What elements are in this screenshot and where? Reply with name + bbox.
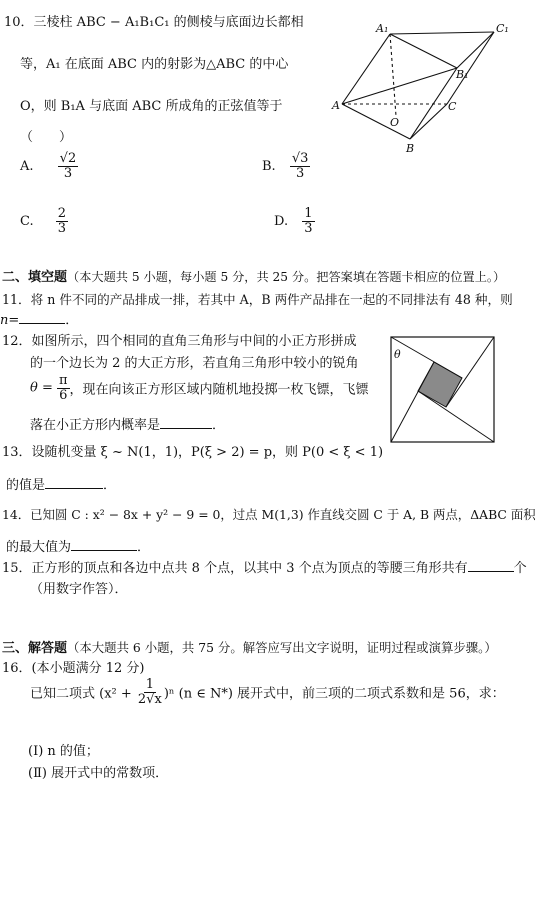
q15-line2: （用数字作答）． — [30, 582, 128, 597]
option-b-numerator: √3 — [291, 151, 309, 166]
option-d-fraction — [302, 207, 314, 235]
label-b: B — [406, 142, 415, 155]
q12-answer-blank[interactable] — [160, 428, 212, 429]
q16-fraction — [136, 678, 164, 706]
q12-line2: 的一个边长为 2 的大正方形，若直角三角形中较小的锐角 — [30, 356, 359, 371]
q16-stem — [30, 678, 505, 706]
q12-line3-rest: ，现在向该正方形区域内随机地投掷一枚飞镖，飞镖 — [69, 382, 369, 398]
triangle-edge-2 — [446, 337, 494, 407]
q10-paren: （ ） — [20, 130, 73, 145]
q15-answer-blank[interactable] — [468, 571, 514, 572]
q14-period: ． — [137, 540, 151, 555]
q12-period: ． — [212, 418, 226, 433]
option-a-denominator: 3 — [63, 165, 73, 181]
label-a: A — [332, 99, 340, 112]
q10-option-a — [20, 152, 78, 180]
q10-line3: O，则 B₁A 与底面 ABC 所成角的正弦值等于 — [20, 99, 283, 114]
q10-line2: 等，A₁ 在底面 ABC 内的射影为△ABC 的中心 — [20, 57, 289, 72]
q11-answer-blank[interactable] — [19, 323, 65, 324]
q16-title: 16．(本小题满分 12 分) — [2, 661, 145, 676]
section-3-description: （本大题共 6 小题，共 75 分。解答应写出文字说明，证明过程或演算步骤。） — [67, 640, 497, 655]
edge-a1-a — [342, 34, 390, 104]
q12-theta-equals: θ = — [30, 380, 53, 396]
q10-line1: 10．三棱柱 ABC − A₁B₁C₁ 的侧棱与底面边长都相 — [4, 15, 304, 30]
section-2-description: （本大题共 5 小题，每小题 5 分，共 25 分。把答案填在答题卡相应的位置上。） — [67, 270, 506, 284]
triangle-edge-3 — [418, 391, 494, 442]
edge-a1-b1 — [390, 34, 457, 68]
option-d-numerator: 1 — [304, 206, 313, 221]
q16-fraction-denominator: 2√x — [137, 691, 162, 707]
edge-b-c — [410, 104, 447, 139]
q12-line4-text: 落在小正方形内概率是 — [30, 418, 161, 433]
edge-c1-c — [447, 32, 494, 104]
option-c-numerator: 2 — [57, 206, 67, 221]
q14-line1: 14．已知圆 C : x² − 8x + y² − 9 = 0，过点 M(1,3) 作直线交圆 C 于 A, B 两点，ΔABC 面积 — [2, 507, 536, 522]
section-3-title: 三、解答题 — [2, 641, 68, 656]
figure-theta-label: θ — [394, 348, 401, 361]
q11-n-equals: n= — [0, 313, 20, 328]
option-b-fraction — [290, 152, 311, 180]
option-a-label: A. — [20, 158, 34, 174]
q16-part1: (Ⅰ) n 的值； — [28, 744, 99, 759]
label-c: C — [448, 100, 457, 113]
q13-line2-text: 的值是 — [6, 478, 46, 493]
edge-a-b — [342, 104, 410, 139]
option-c-denominator: 3 — [57, 220, 67, 236]
prism-figure — [330, 18, 536, 156]
option-c-label: C. — [20, 213, 34, 229]
q13-period: ． — [103, 478, 117, 493]
q16-part2: (Ⅱ) 展开式中的常数项． — [28, 766, 169, 781]
q11-line2 — [0, 309, 78, 328]
label-c1: C₁ — [496, 22, 509, 35]
q12-line3 — [30, 374, 369, 402]
edge-b1-c1 — [457, 32, 494, 68]
option-d-denominator: 3 — [304, 220, 313, 236]
label-b1: B₁ — [456, 68, 469, 81]
section-2-heading — [2, 266, 505, 285]
q10-option-b — [262, 152, 310, 180]
q13-answer-blank[interactable] — [45, 488, 103, 489]
q10-option-d — [274, 207, 315, 235]
triangle-edge-1 — [391, 337, 462, 378]
q15-line1 — [2, 557, 527, 576]
q11-line1: 11．将 n 件不同的产品排成一排，若其中 A，B 两件产品排在一起的不同排法有 48 种，则 — [2, 292, 513, 307]
label-a1: A₁ — [376, 22, 389, 35]
q14-line2-text: 的最大值为 — [6, 540, 72, 555]
label-o: O — [390, 116, 400, 129]
option-c-fraction — [56, 207, 68, 235]
section-3-heading — [2, 637, 497, 656]
option-a-fraction — [58, 152, 79, 180]
edge-a1-c1 — [390, 32, 494, 34]
q15-line1-text: 15．正方形的顶点和各边中点共 8 个点，以其中 3 个点为顶点的等腰三角形共有 — [2, 561, 468, 576]
section-2-title: 二、填空题 — [2, 270, 68, 285]
q16-stem-pre: 已知二项式 (x² + — [30, 686, 132, 702]
option-b-label: B. — [262, 158, 276, 174]
q16-fraction-numerator: 1 — [145, 677, 154, 692]
q15-line1-end: 个 — [513, 561, 527, 576]
q12-six: 6 — [59, 387, 68, 403]
q11-period: ． — [65, 313, 79, 328]
q14-answer-blank[interactable] — [71, 550, 137, 551]
q13-line2 — [6, 474, 116, 493]
option-d-label: D. — [274, 213, 289, 229]
q12-line1: 12．如图所示，四个相同的直角三角形与中间的小正方形拼成 — [2, 334, 357, 349]
triangle-edge-4 — [391, 362, 434, 442]
q13-line1: 13．设随机变量 ξ ~ N(1，1)，P(ξ > 2) = p，则 P(0 < ξ < 1) — [2, 445, 384, 460]
option-b-denominator: 3 — [295, 165, 305, 181]
q12-pi: π — [59, 373, 68, 388]
q12-pi-over-six — [57, 374, 70, 402]
small-square — [418, 362, 462, 407]
edge-b1-a — [342, 68, 457, 104]
q14-line2 — [6, 536, 150, 555]
q10-option-c — [20, 207, 68, 235]
option-a-numerator: √2 — [59, 151, 77, 166]
q12-line4 — [30, 414, 225, 433]
q16-stem-post: )ⁿ (n ∈ N*) 展开式中，前三项的二项式系数和是 56，求： — [163, 686, 505, 702]
square-figure — [388, 334, 498, 446]
